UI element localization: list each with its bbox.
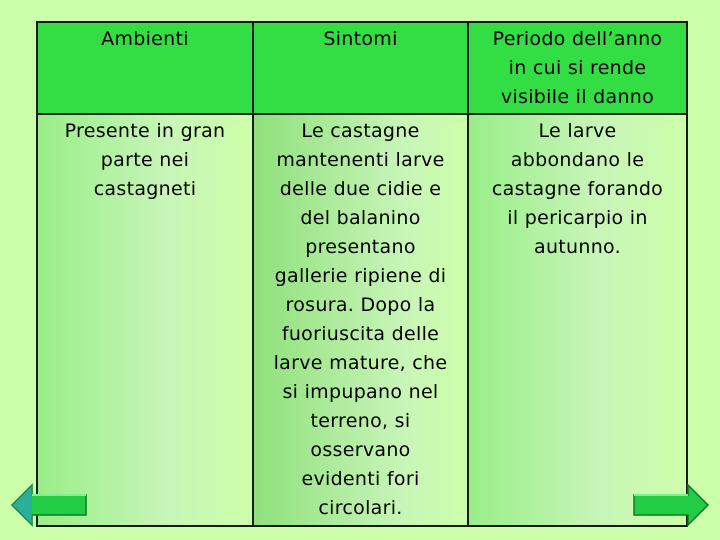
forward-button[interactable] bbox=[632, 483, 710, 527]
table-row bbox=[37, 114, 687, 526]
cell-ambienti: Presente in gran parte nei castagneti bbox=[37, 114, 253, 526]
cell-sintomi: Le castagne mantenenti larve delle due cidie e del balanino presentano gallerie ripiene di rosura. Dopo la fuoriuscita delle larve mature, che si impupano nel terreno, si osservano evidenti fori circolari. bbox=[253, 114, 468, 526]
arrow-left-icon bbox=[10, 483, 88, 527]
info-table bbox=[36, 21, 688, 527]
back-button[interactable] bbox=[10, 483, 88, 527]
header-ambienti: Ambienti bbox=[37, 22, 253, 114]
header-sintomi: Sintomi bbox=[253, 22, 468, 114]
arrow-right-icon bbox=[632, 483, 710, 527]
header-row bbox=[37, 22, 687, 114]
header-periodo: Periodo dell’anno in cui si rende visibile il danno bbox=[468, 22, 687, 114]
cell-periodo: Le larve abbondano le castagne forando il pericarpio in autunno. bbox=[468, 114, 687, 526]
